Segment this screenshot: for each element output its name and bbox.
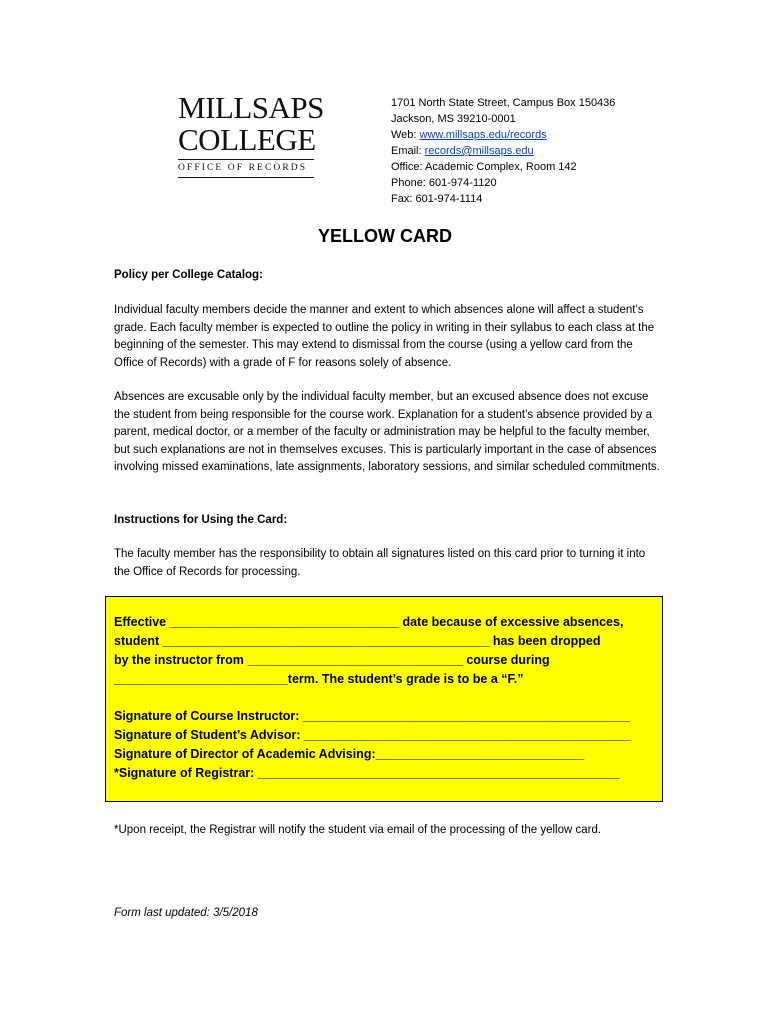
fax-line: Fax: 601-974-1114 [391,193,483,205]
signature-registrar: *Signature of Registrar: ____________________________________________________ [114,766,620,780]
card-line-instructor: by the instructor from _______________________________ course during [114,653,550,667]
card-line-student: student _______________________________________________ has been dropped [114,634,601,648]
email-label: Email: [391,145,425,157]
logo-rule [178,177,314,178]
instructions-heading: Instructions for Using the Card: [114,514,288,526]
signature-director-advising: Signature of Director of Academic Advising:______________________________ [114,747,585,761]
yellow-card-box [105,596,663,802]
registrar-footnote: *Upon receipt, the Registrar will notify the student via email of the processing of the yellow card. [114,824,602,836]
email-line [391,143,615,159]
web-label: Web: [391,129,420,141]
address-line-2: Jackson, MS 39210-0001 [391,113,516,125]
policy-heading: Policy per College Catalog: [114,269,263,281]
web-line [391,127,615,143]
address-line-1: 1701 North State Street, Campus Box 150436 [391,97,616,109]
web-link[interactable]: www.millsaps.edu/records [419,129,547,141]
page-title: YELLOW CARD [318,226,452,246]
office-line: Office: Academic Complex, Room 142 [391,161,577,173]
contact-block [391,95,615,207]
email-link[interactable]: records@millsaps.edu [424,145,534,157]
logo-line-millsaps: MILLSAPS [178,90,324,125]
card-line-term: _________________________term. The student’s grade is to be a “F.” [114,672,524,686]
logo-line-college: COLLEGE [178,124,314,160]
millsaps-logo [178,90,324,178]
signature-course-instructor: Signature of Course Instructor: _______________________________________________ [114,709,630,723]
logo-subtitle: OFFICE OF RECORDS [178,163,308,173]
card-line-effective: Effective _________________________________ date because of excessive absences, [114,615,624,629]
policy-paragraph-2: Absences are excusable only by the individual faculty member, but an excused absence does not excuse the student from being responsible for the course work. Explanation for a student’s absence provided by a parent, medical doctor, or a member of the faculty or administration may be helpful to the faculty member, but such explanations are not in themselves excuses. This is particularly important in the case of absences involving missed examinations, late assignments, laboratory sessions, and similar scheduled commitments. [114,391,660,473]
form-last-updated: Form last updated: 3/5/2018 [114,907,258,919]
instructions-paragraph: The faculty member has the responsibility to obtain all signatures listed on this card prior to turning it into the Office of Records for processing. [114,548,646,578]
signature-student-advisor: Signature of Student’s Advisor: _______________________________________________ [114,728,631,742]
policy-paragraph-1: Individual faculty members decide the manner and extent to which absences alone will affect a student’s grade. Each faculty member is expected to outline the policy in writing in their syllabus to each class at the beginning of the semester. This may extend to dismissal from the course (using a yellow card from the Office of Records) with a grade of F for reasons solely of absence. [114,304,655,369]
phone-line: Phone: 601-974-1120 [391,177,497,189]
card-gap [114,689,656,707]
